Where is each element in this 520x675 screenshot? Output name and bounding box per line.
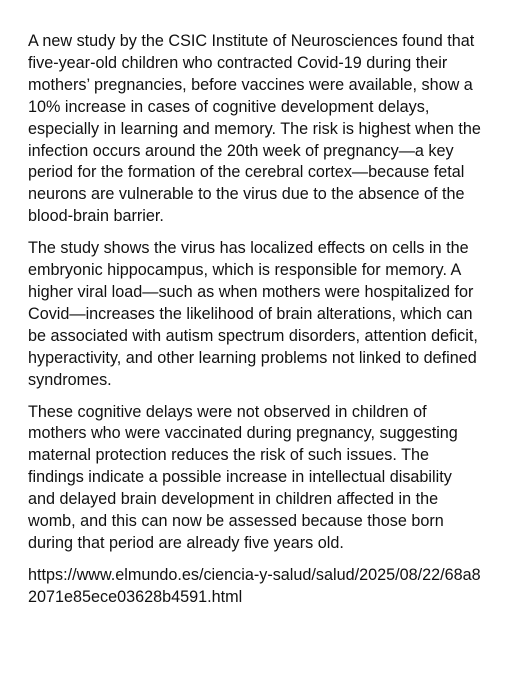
paragraph-vaccination-protection: These cognitive delays were not observed in children of mothers who were vaccinated during pregnancy, suggesting maternal protection reduces the risk of such issues. The findings indicate a possible increase in intellectual disability and delayed brain development in children affected in the womb, and this can now be assessed because those born during that period are already five years old. <box>28 402 458 552</box>
paragraph-study-findings: A new study by the CSIC Institute of Neurosciences found that five-year-old children who contracted Covid-19 during their mothers’ pregnancies, before vaccines were available, show a 10% increase in cases of cognitive development delays, especially in learning and memory. The risk is highest when the infection occurs around the 20th week of pregnancy—a key period for the formation of the cerebral cortex—because fetal neurons are vulnerable to the virus due to the absence of the blood-brain barrier. <box>28 32 481 226</box>
article-body <box>28 31 482 609</box>
paragraph-hippocampus-effects: The study shows the virus has localized effects on cells in the embryonic hippocampus, which is responsible for memory. A higher viral load—such as when mothers were hospitalized for Covid—increases the likelihood of brain alterations, which can be associated with autism spectrum disorders, attention deficit, hyperactivity, and other learning problems not linked to defined syndromes. <box>28 239 478 389</box>
source-link[interactable]: https://www.elmundo.es/ciencia-y-salud/salud/2025/08/22/68a82071e85ece03628b4591.html <box>28 565 481 606</box>
